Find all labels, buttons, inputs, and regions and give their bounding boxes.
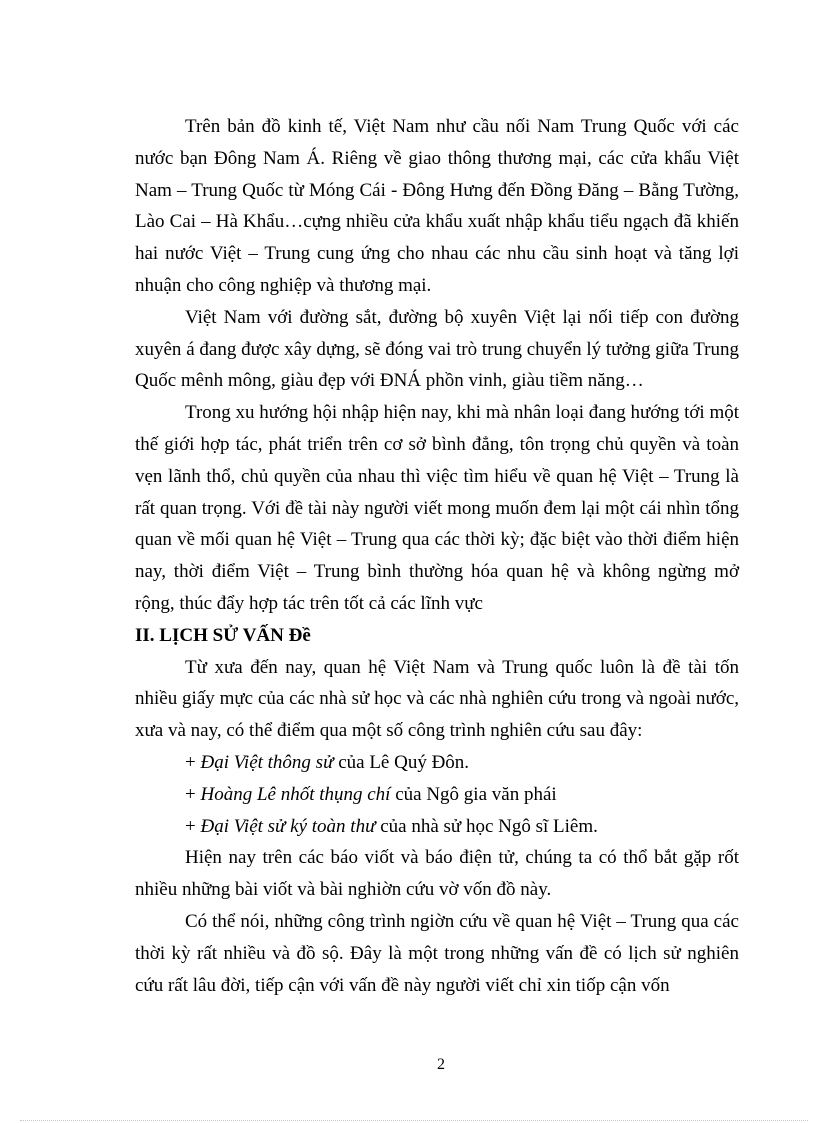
page-number: 2 <box>437 1056 445 1073</box>
section-heading: II. LỊCH SỬ VẤN Đề <box>135 624 311 646</box>
reference-item <box>135 811 739 843</box>
reference-prefix: + <box>185 751 201 773</box>
paragraph-transport-route: Việt Nam với đường sắt, đường bộ xuyên Việt lại nối tiếp con đường xuyên á đang được xây dựng, sẽ đóng vai trò trung chuyển lý tưởng giữa Trung Quốc mênh mông, giàu đẹp với ĐNÁ phồn vinh, giàu tiềm năng… <box>135 306 739 392</box>
reference-title: Đại Việt thông sử <box>200 751 334 773</box>
reference-author: của nhà sử học Ngô sĩ Liêm. <box>375 815 598 837</box>
reference-prefix: + <box>185 783 201 805</box>
reference-title: Hoàng Lê nhốt thụng chí <box>200 783 391 805</box>
page-bottom-divider <box>20 1120 808 1121</box>
reference-item <box>135 747 739 779</box>
paragraph-research-scope: Có thể nói, những công trình ngiờn cứu về quan hệ Việt – Trung qua các thời kỳ rất nhiều và đồ sộ. Đây là một trong những vấn đề có lịch sử nghiên cứu rất lâu đời, tiếp cận với vấn đề này người viết chỉ xin tiốp cận vốn <box>135 910 739 996</box>
paragraph-economic-bridge: Trên bản đồ kinh tế, Việt Nam như cầu nối Nam Trung Quốc với các nước bạn Đông Nam Á. Riêng về giao thông thương mại, các cửa khẩu Việt Nam – Trung Quốc từ Móng Cái - Đông Hưng đến Đồng Đăng – Bằng Tường, Lào Cai – Hà Khẩu…cựng nhiều cửa khẩu xuất nhập khẩu tiểu ngạch đã khiến hai nước Việt – Trung cung ứng cho nhau các nhu cầu sinh hoạt và tăng lợi nhuận cho công nghiệp và thương mại. <box>135 116 739 296</box>
reference-author: của Lê Quý Đôn. <box>333 751 470 773</box>
paragraph-integration-trend: Trong xu hướng hội nhập hiện nay, khi mà nhân loại đang hướng tới một thế giới hợp tác, phát triển trên cơ sở bình đẳng, tôn trọng chủ quyền và toàn vẹn lãnh thổ, chủ quyền của nhau thì việc tìm hiểu về quan hệ Việt – Trung là rất quan trọng. Với đề tài này người viết mong muốn đem lại một cái nhìn tổng quan về mối quan hệ Việt – Trung qua các thời kỳ; đặc biệt vào thời điểm hiện nay, thời điểm Việt – Trung bình thường hóa quan hệ và không ngừng mở rộng, thúc đẩy hợp tác trên tốt cả các lĩnh vực <box>135 402 739 614</box>
reference-prefix: + <box>185 815 201 837</box>
reference-item <box>135 779 739 811</box>
reference-author: của Ngô gia văn phái <box>390 783 557 805</box>
paragraph-current-research: Hiện nay trên các báo viốt và báo điện tử, chúng ta có thổ bắt gặp rốt nhiều những bài viốt và bài nghiờn cứu vờ vốn đồ này. <box>135 847 739 901</box>
paragraph-research-intro: Từ xưa đến nay, quan hệ Việt Nam và Trung quốc luôn là đề tài tốn nhiều giấy mực của các nhà sử học và các nhà nghiên cứu trong và ngoài nước, xưa và nay, có thể điểm qua một số công trình nghiên cứu sau đây: <box>135 656 739 742</box>
reference-title: Đại Việt sử ký toàn thư <box>200 815 376 837</box>
document-body <box>135 111 739 1001</box>
